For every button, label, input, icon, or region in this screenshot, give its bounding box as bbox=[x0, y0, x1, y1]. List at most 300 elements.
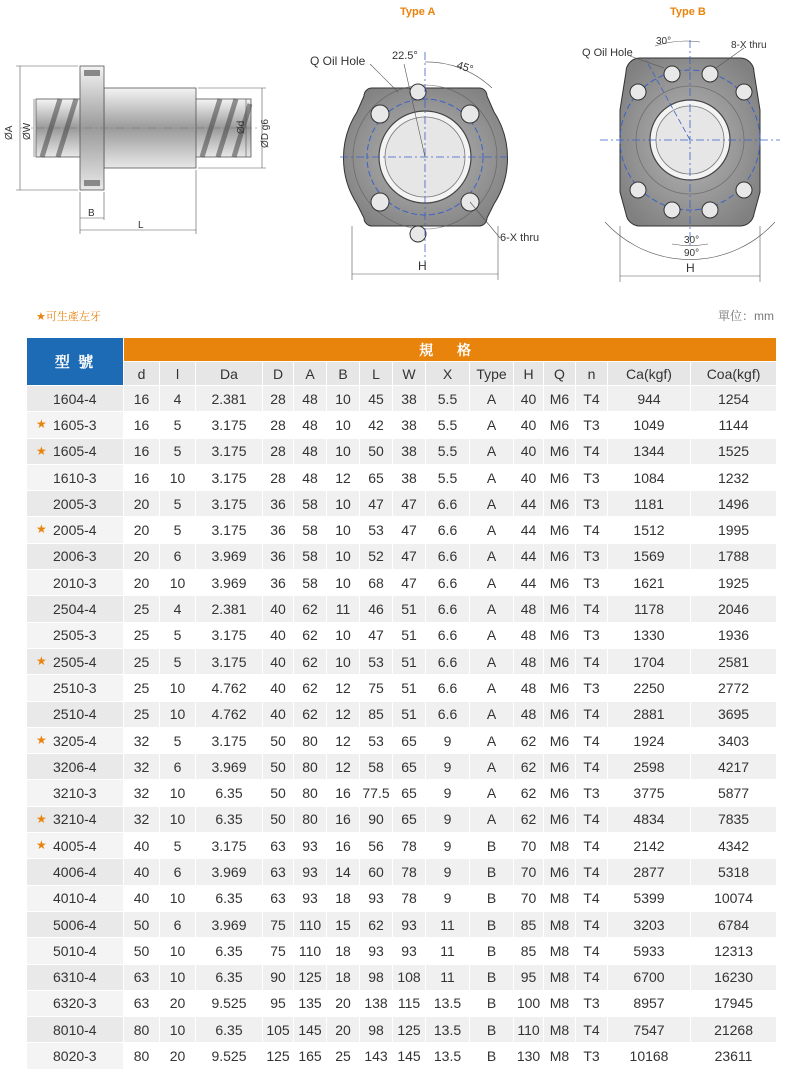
dim-b: B bbox=[88, 208, 95, 219]
cell-w: 47 bbox=[393, 491, 426, 517]
cell-d: 25 bbox=[124, 596, 160, 622]
cell-d: 16 bbox=[124, 386, 160, 412]
cell-a: 62 bbox=[294, 622, 327, 648]
table-row bbox=[27, 386, 777, 412]
type-a-thru: 6-X thru bbox=[500, 232, 540, 244]
cell-h: 70 bbox=[514, 859, 544, 885]
model-number: 1604-4 bbox=[53, 390, 97, 407]
cell-w: 38 bbox=[393, 386, 426, 412]
cell-d: 63 bbox=[124, 964, 160, 990]
table-row bbox=[27, 517, 777, 543]
cell-coa-kgf: 4217 bbox=[691, 754, 777, 780]
cell-n: T3 bbox=[576, 675, 608, 701]
cell-w: 51 bbox=[393, 596, 426, 622]
cell-d: 75 bbox=[263, 938, 294, 964]
cell-l: 5 bbox=[160, 833, 196, 859]
cell-type: A bbox=[470, 780, 514, 806]
cell-ca-kgf: 6700 bbox=[608, 964, 691, 990]
cell-type: A bbox=[470, 543, 514, 569]
cell-h: 85 bbox=[514, 911, 544, 937]
cell-coa-kgf: 1925 bbox=[691, 570, 777, 596]
cell-type: B bbox=[470, 1017, 514, 1043]
cell-x: 6.6 bbox=[426, 570, 470, 596]
cell-d: 25 bbox=[124, 701, 160, 727]
cell-da: 3.175 bbox=[196, 412, 263, 438]
table-row bbox=[27, 675, 777, 701]
cell-w: 115 bbox=[393, 990, 426, 1016]
cell-l: 46 bbox=[360, 596, 393, 622]
dim-phi-d-g6: ØD g6 bbox=[260, 119, 271, 148]
cell-da: 2.381 bbox=[196, 386, 263, 412]
cell-type: B bbox=[470, 885, 514, 911]
cell-d: 16 bbox=[124, 464, 160, 490]
cell-type: B bbox=[470, 938, 514, 964]
dim-phi-a: ØA bbox=[4, 125, 15, 140]
cell-q: M6 bbox=[544, 701, 576, 727]
cell-x: 9 bbox=[426, 727, 470, 753]
cell-a: 58 bbox=[294, 517, 327, 543]
legend-text: 可生產左牙 bbox=[45, 311, 101, 323]
cell-b: 20 bbox=[327, 1017, 360, 1043]
table-row bbox=[27, 727, 777, 753]
cell-q: M8 bbox=[544, 833, 576, 859]
star-icon: ★ bbox=[36, 811, 47, 826]
cell-h: 44 bbox=[514, 491, 544, 517]
column-header: A bbox=[294, 362, 327, 386]
cell-da: 3.175 bbox=[196, 464, 263, 490]
column-header-row bbox=[27, 362, 777, 386]
star-icon: ★ bbox=[36, 732, 47, 747]
table-row bbox=[27, 754, 777, 780]
cell-q: M6 bbox=[544, 464, 576, 490]
cell-a: 48 bbox=[294, 412, 327, 438]
column-header: B bbox=[327, 362, 360, 386]
cell-q: M6 bbox=[544, 491, 576, 517]
model-cell bbox=[27, 938, 124, 964]
cell-x: 13.5 bbox=[426, 1043, 470, 1069]
cell-q: M8 bbox=[544, 938, 576, 964]
cell-l: 77.5 bbox=[360, 780, 393, 806]
cell-ca-kgf: 4834 bbox=[608, 806, 691, 832]
model-cell bbox=[27, 990, 124, 1016]
cell-b: 18 bbox=[327, 938, 360, 964]
type-b-label: Type B bbox=[670, 6, 706, 18]
cell-b: 10 bbox=[327, 412, 360, 438]
cell-da: 6.35 bbox=[196, 964, 263, 990]
type-b-thru: 8-X thru bbox=[731, 40, 767, 51]
cell-da: 6.35 bbox=[196, 1017, 263, 1043]
cell-da: 6.35 bbox=[196, 938, 263, 964]
cell-da: 3.175 bbox=[196, 491, 263, 517]
cell-q: M8 bbox=[544, 990, 576, 1016]
cell-d: 16 bbox=[124, 412, 160, 438]
cell-da: 3.969 bbox=[196, 754, 263, 780]
cell-type: A bbox=[470, 517, 514, 543]
model-number: 2510-3 bbox=[53, 679, 97, 696]
cell-w: 78 bbox=[393, 859, 426, 885]
cell-q: M6 bbox=[544, 517, 576, 543]
cell-n: T3 bbox=[576, 412, 608, 438]
table-row bbox=[27, 570, 777, 596]
cell-h: 44 bbox=[514, 543, 544, 569]
cell-h: 48 bbox=[514, 701, 544, 727]
cell-ca-kgf: 1621 bbox=[608, 570, 691, 596]
cell-n: T3 bbox=[576, 1043, 608, 1069]
column-header: D bbox=[263, 362, 294, 386]
cell-d: 32 bbox=[124, 727, 160, 753]
cell-h: 44 bbox=[514, 517, 544, 543]
model-number: 2005-4 bbox=[53, 522, 97, 539]
cell-d: 36 bbox=[263, 543, 294, 569]
model-cell bbox=[27, 491, 124, 517]
cell-d: 40 bbox=[263, 701, 294, 727]
cell-x: 6.6 bbox=[426, 543, 470, 569]
cell-a: 145 bbox=[294, 1017, 327, 1043]
cell-q: M6 bbox=[544, 727, 576, 753]
type-b-angle-90: 90° bbox=[684, 248, 700, 259]
type-b-angle-30: 30° bbox=[684, 235, 700, 246]
cell-w: 65 bbox=[393, 754, 426, 780]
cell-l: 98 bbox=[360, 964, 393, 990]
cell-ca-kgf: 5399 bbox=[608, 885, 691, 911]
model-cell bbox=[27, 517, 124, 543]
cell-ca-kgf: 5933 bbox=[608, 938, 691, 964]
cell-q: M6 bbox=[544, 675, 576, 701]
cell-da: 3.175 bbox=[196, 648, 263, 674]
cell-x: 9 bbox=[426, 833, 470, 859]
cell-a: 48 bbox=[294, 386, 327, 412]
cell-n: T3 bbox=[576, 464, 608, 490]
cell-b: 18 bbox=[327, 885, 360, 911]
cell-n: T4 bbox=[576, 438, 608, 464]
cell-b: 12 bbox=[327, 675, 360, 701]
cell-q: M6 bbox=[544, 596, 576, 622]
star-icon: ★ bbox=[36, 522, 47, 537]
cell-l: 42 bbox=[360, 412, 393, 438]
cell-ca-kgf: 1704 bbox=[608, 648, 691, 674]
cell-d: 40 bbox=[263, 675, 294, 701]
cell-da: 3.969 bbox=[196, 570, 263, 596]
cell-d: 40 bbox=[263, 596, 294, 622]
cell-d: 80 bbox=[124, 1017, 160, 1043]
cell-n: T4 bbox=[576, 648, 608, 674]
cell-type: A bbox=[470, 675, 514, 701]
cell-l: 93 bbox=[360, 885, 393, 911]
model-cell bbox=[27, 438, 124, 464]
cell-w: 51 bbox=[393, 648, 426, 674]
model-cell bbox=[27, 675, 124, 701]
model-cell bbox=[27, 386, 124, 412]
cell-b: 10 bbox=[327, 438, 360, 464]
cell-l: 47 bbox=[360, 622, 393, 648]
cell-w: 93 bbox=[393, 938, 426, 964]
model-number: 8020-3 bbox=[53, 1048, 97, 1065]
cell-l: 50 bbox=[360, 438, 393, 464]
model-number: 2505-4 bbox=[53, 653, 97, 670]
cell-n: T4 bbox=[576, 386, 608, 412]
cell-d: 25 bbox=[124, 622, 160, 648]
cell-l: 47 bbox=[360, 491, 393, 517]
column-header: H bbox=[514, 362, 544, 386]
table-row bbox=[27, 1017, 777, 1043]
column-header: Type bbox=[470, 362, 514, 386]
table-row bbox=[27, 1043, 777, 1069]
cell-a: 62 bbox=[294, 648, 327, 674]
cell-x: 9 bbox=[426, 806, 470, 832]
cell-d: 40 bbox=[124, 833, 160, 859]
column-header: L bbox=[360, 362, 393, 386]
cell-coa-kgf: 10074 bbox=[691, 885, 777, 911]
cell-b: 10 bbox=[327, 543, 360, 569]
cell-coa-kgf: 16230 bbox=[691, 964, 777, 990]
model-number: 1610-3 bbox=[53, 469, 97, 486]
model-number: 5006-4 bbox=[53, 916, 97, 933]
table-row bbox=[27, 596, 777, 622]
type-a-angle-45: 45° bbox=[455, 59, 475, 76]
cell-x: 11 bbox=[426, 911, 470, 937]
cell-w: 38 bbox=[393, 438, 426, 464]
model-number: 2005-3 bbox=[53, 495, 97, 512]
cell-q: M6 bbox=[544, 806, 576, 832]
cell-type: A bbox=[470, 622, 514, 648]
table-row bbox=[27, 701, 777, 727]
cell-l: 4 bbox=[160, 596, 196, 622]
cell-coa-kgf: 5877 bbox=[691, 780, 777, 806]
cell-type: A bbox=[470, 648, 514, 674]
cell-x: 6.6 bbox=[426, 491, 470, 517]
cell-l: 65 bbox=[360, 464, 393, 490]
cell-l: 5 bbox=[160, 622, 196, 648]
cell-x: 6.6 bbox=[426, 675, 470, 701]
cell-b: 10 bbox=[327, 622, 360, 648]
cell-ca-kgf: 1344 bbox=[608, 438, 691, 464]
cell-w: 51 bbox=[393, 622, 426, 648]
star-icon: ★ bbox=[36, 311, 46, 323]
cell-n: T3 bbox=[576, 543, 608, 569]
cell-d: 50 bbox=[263, 727, 294, 753]
cell-x: 6.6 bbox=[426, 596, 470, 622]
column-header: Coa(kgf) bbox=[691, 362, 777, 386]
model-cell bbox=[27, 911, 124, 937]
cell-l: 4 bbox=[160, 386, 196, 412]
cell-h: 100 bbox=[514, 990, 544, 1016]
model-number: 8010-4 bbox=[53, 1021, 97, 1038]
cell-d: 50 bbox=[263, 780, 294, 806]
cell-w: 65 bbox=[393, 780, 426, 806]
cell-a: 93 bbox=[294, 833, 327, 859]
cell-d: 40 bbox=[124, 859, 160, 885]
cell-type: A bbox=[470, 596, 514, 622]
column-header: Da bbox=[196, 362, 263, 386]
cell-b: 16 bbox=[327, 833, 360, 859]
cell-da: 3.969 bbox=[196, 859, 263, 885]
cell-l: 10 bbox=[160, 780, 196, 806]
cell-type: A bbox=[470, 464, 514, 490]
model-number: 3205-4 bbox=[53, 732, 97, 749]
type-b-oil-hole: Q Oil Hole bbox=[582, 47, 633, 59]
type-a-label: Type A bbox=[400, 6, 436, 18]
cell-l: 10 bbox=[160, 938, 196, 964]
cell-l: 53 bbox=[360, 648, 393, 674]
cell-ca-kgf: 1924 bbox=[608, 727, 691, 753]
cell-ca-kgf: 2142 bbox=[608, 833, 691, 859]
cell-ca-kgf: 1084 bbox=[608, 464, 691, 490]
cell-w: 51 bbox=[393, 701, 426, 727]
cell-type: B bbox=[470, 859, 514, 885]
type-a-angle-22: 22.5° bbox=[392, 50, 418, 62]
cell-q: M6 bbox=[544, 859, 576, 885]
model-number: 2006-3 bbox=[53, 548, 97, 565]
cell-l: 93 bbox=[360, 938, 393, 964]
cell-q: M8 bbox=[544, 885, 576, 911]
cell-n: T4 bbox=[576, 938, 608, 964]
cell-type: A bbox=[470, 491, 514, 517]
cell-h: 40 bbox=[514, 464, 544, 490]
cell-l: 6 bbox=[160, 859, 196, 885]
cell-x: 9 bbox=[426, 859, 470, 885]
cell-w: 51 bbox=[393, 675, 426, 701]
cell-type: B bbox=[470, 833, 514, 859]
cell-type: B bbox=[470, 911, 514, 937]
column-header: Q bbox=[544, 362, 576, 386]
cell-da: 3.175 bbox=[196, 622, 263, 648]
cell-ca-kgf: 2250 bbox=[608, 675, 691, 701]
cell-b: 18 bbox=[327, 964, 360, 990]
cell-type: B bbox=[470, 990, 514, 1016]
cell-l: 6 bbox=[160, 543, 196, 569]
dim-phi-w: ØW bbox=[22, 122, 33, 140]
column-header: l bbox=[160, 362, 196, 386]
cell-coa-kgf: 21268 bbox=[691, 1017, 777, 1043]
cell-b: 12 bbox=[327, 727, 360, 753]
cell-d: 125 bbox=[263, 1043, 294, 1069]
cell-da: 3.175 bbox=[196, 517, 263, 543]
cell-da: 6.35 bbox=[196, 806, 263, 832]
star-icon: ★ bbox=[36, 838, 47, 853]
cell-l: 138 bbox=[360, 990, 393, 1016]
model-header: 型 號 bbox=[27, 338, 124, 386]
cell-h: 48 bbox=[514, 648, 544, 674]
cell-l: 56 bbox=[360, 833, 393, 859]
cell-ca-kgf: 3775 bbox=[608, 780, 691, 806]
cell-h: 48 bbox=[514, 596, 544, 622]
table-row bbox=[27, 543, 777, 569]
table-row bbox=[27, 464, 777, 490]
cell-d: 90 bbox=[263, 964, 294, 990]
star-icon: ★ bbox=[36, 443, 47, 458]
type-b-drawing bbox=[582, 6, 780, 282]
cell-d: 80 bbox=[124, 1043, 160, 1069]
model-number: 2504-4 bbox=[53, 601, 97, 618]
type-b-h: H bbox=[686, 261, 695, 275]
cell-h: 62 bbox=[514, 754, 544, 780]
cell-d: 63 bbox=[263, 833, 294, 859]
cell-d: 20 bbox=[124, 543, 160, 569]
cell-d: 36 bbox=[263, 517, 294, 543]
cell-h: 40 bbox=[514, 386, 544, 412]
cell-n: T3 bbox=[576, 491, 608, 517]
cell-coa-kgf: 1936 bbox=[691, 622, 777, 648]
cell-w: 78 bbox=[393, 833, 426, 859]
cell-l: 90 bbox=[360, 806, 393, 832]
cell-d: 20 bbox=[124, 491, 160, 517]
cell-a: 110 bbox=[294, 938, 327, 964]
table-row bbox=[27, 859, 777, 885]
cell-a: 165 bbox=[294, 1043, 327, 1069]
cell-coa-kgf: 6784 bbox=[691, 911, 777, 937]
model-number: 3210-4 bbox=[53, 811, 97, 828]
model-number: 3206-4 bbox=[53, 758, 97, 775]
cell-h: 48 bbox=[514, 675, 544, 701]
cell-d: 28 bbox=[263, 412, 294, 438]
cell-coa-kgf: 7835 bbox=[691, 806, 777, 832]
type-b-angle-top: 30° bbox=[656, 36, 672, 47]
dim-l: L bbox=[138, 220, 144, 231]
model-cell bbox=[27, 1043, 124, 1069]
model-cell bbox=[27, 806, 124, 832]
cell-a: 110 bbox=[294, 911, 327, 937]
cell-ca-kgf: 7547 bbox=[608, 1017, 691, 1043]
cell-d: 40 bbox=[263, 622, 294, 648]
cell-x: 11 bbox=[426, 964, 470, 990]
cell-x: 11 bbox=[426, 938, 470, 964]
cell-x: 13.5 bbox=[426, 990, 470, 1016]
cell-da: 3.175 bbox=[196, 833, 263, 859]
cell-d: 50 bbox=[263, 806, 294, 832]
model-cell bbox=[27, 412, 124, 438]
table-row bbox=[27, 412, 777, 438]
cell-coa-kgf: 1144 bbox=[691, 412, 777, 438]
cell-h: 70 bbox=[514, 885, 544, 911]
cell-n: T4 bbox=[576, 859, 608, 885]
cell-a: 58 bbox=[294, 491, 327, 517]
cell-d: 28 bbox=[263, 438, 294, 464]
cell-d: 50 bbox=[263, 754, 294, 780]
cell-type: A bbox=[470, 438, 514, 464]
cell-l: 5 bbox=[160, 438, 196, 464]
table-row bbox=[27, 964, 777, 990]
cell-l: 6 bbox=[160, 911, 196, 937]
left-hand-thread-note bbox=[36, 308, 101, 324]
cell-type: A bbox=[470, 386, 514, 412]
cell-b: 10 bbox=[327, 570, 360, 596]
cell-w: 47 bbox=[393, 543, 426, 569]
cell-d: 63 bbox=[263, 885, 294, 911]
model-number: 1605-4 bbox=[53, 443, 97, 460]
cell-b: 20 bbox=[327, 990, 360, 1016]
cell-a: 125 bbox=[294, 964, 327, 990]
cell-da: 4.762 bbox=[196, 701, 263, 727]
cell-q: M8 bbox=[544, 964, 576, 990]
cell-q: M8 bbox=[544, 1017, 576, 1043]
cell-coa-kgf: 1254 bbox=[691, 386, 777, 412]
side-view-drawing bbox=[4, 66, 271, 234]
model-cell bbox=[27, 964, 124, 990]
cell-w: 38 bbox=[393, 464, 426, 490]
cell-n: T4 bbox=[576, 596, 608, 622]
table-row bbox=[27, 938, 777, 964]
table-row bbox=[27, 622, 777, 648]
cell-h: 110 bbox=[514, 1017, 544, 1043]
cell-b: 16 bbox=[327, 806, 360, 832]
model-cell bbox=[27, 727, 124, 753]
cell-x: 6.6 bbox=[426, 622, 470, 648]
cell-a: 80 bbox=[294, 780, 327, 806]
table-row bbox=[27, 780, 777, 806]
cell-l: 5 bbox=[160, 727, 196, 753]
cell-l: 10 bbox=[160, 964, 196, 990]
cell-w: 47 bbox=[393, 517, 426, 543]
